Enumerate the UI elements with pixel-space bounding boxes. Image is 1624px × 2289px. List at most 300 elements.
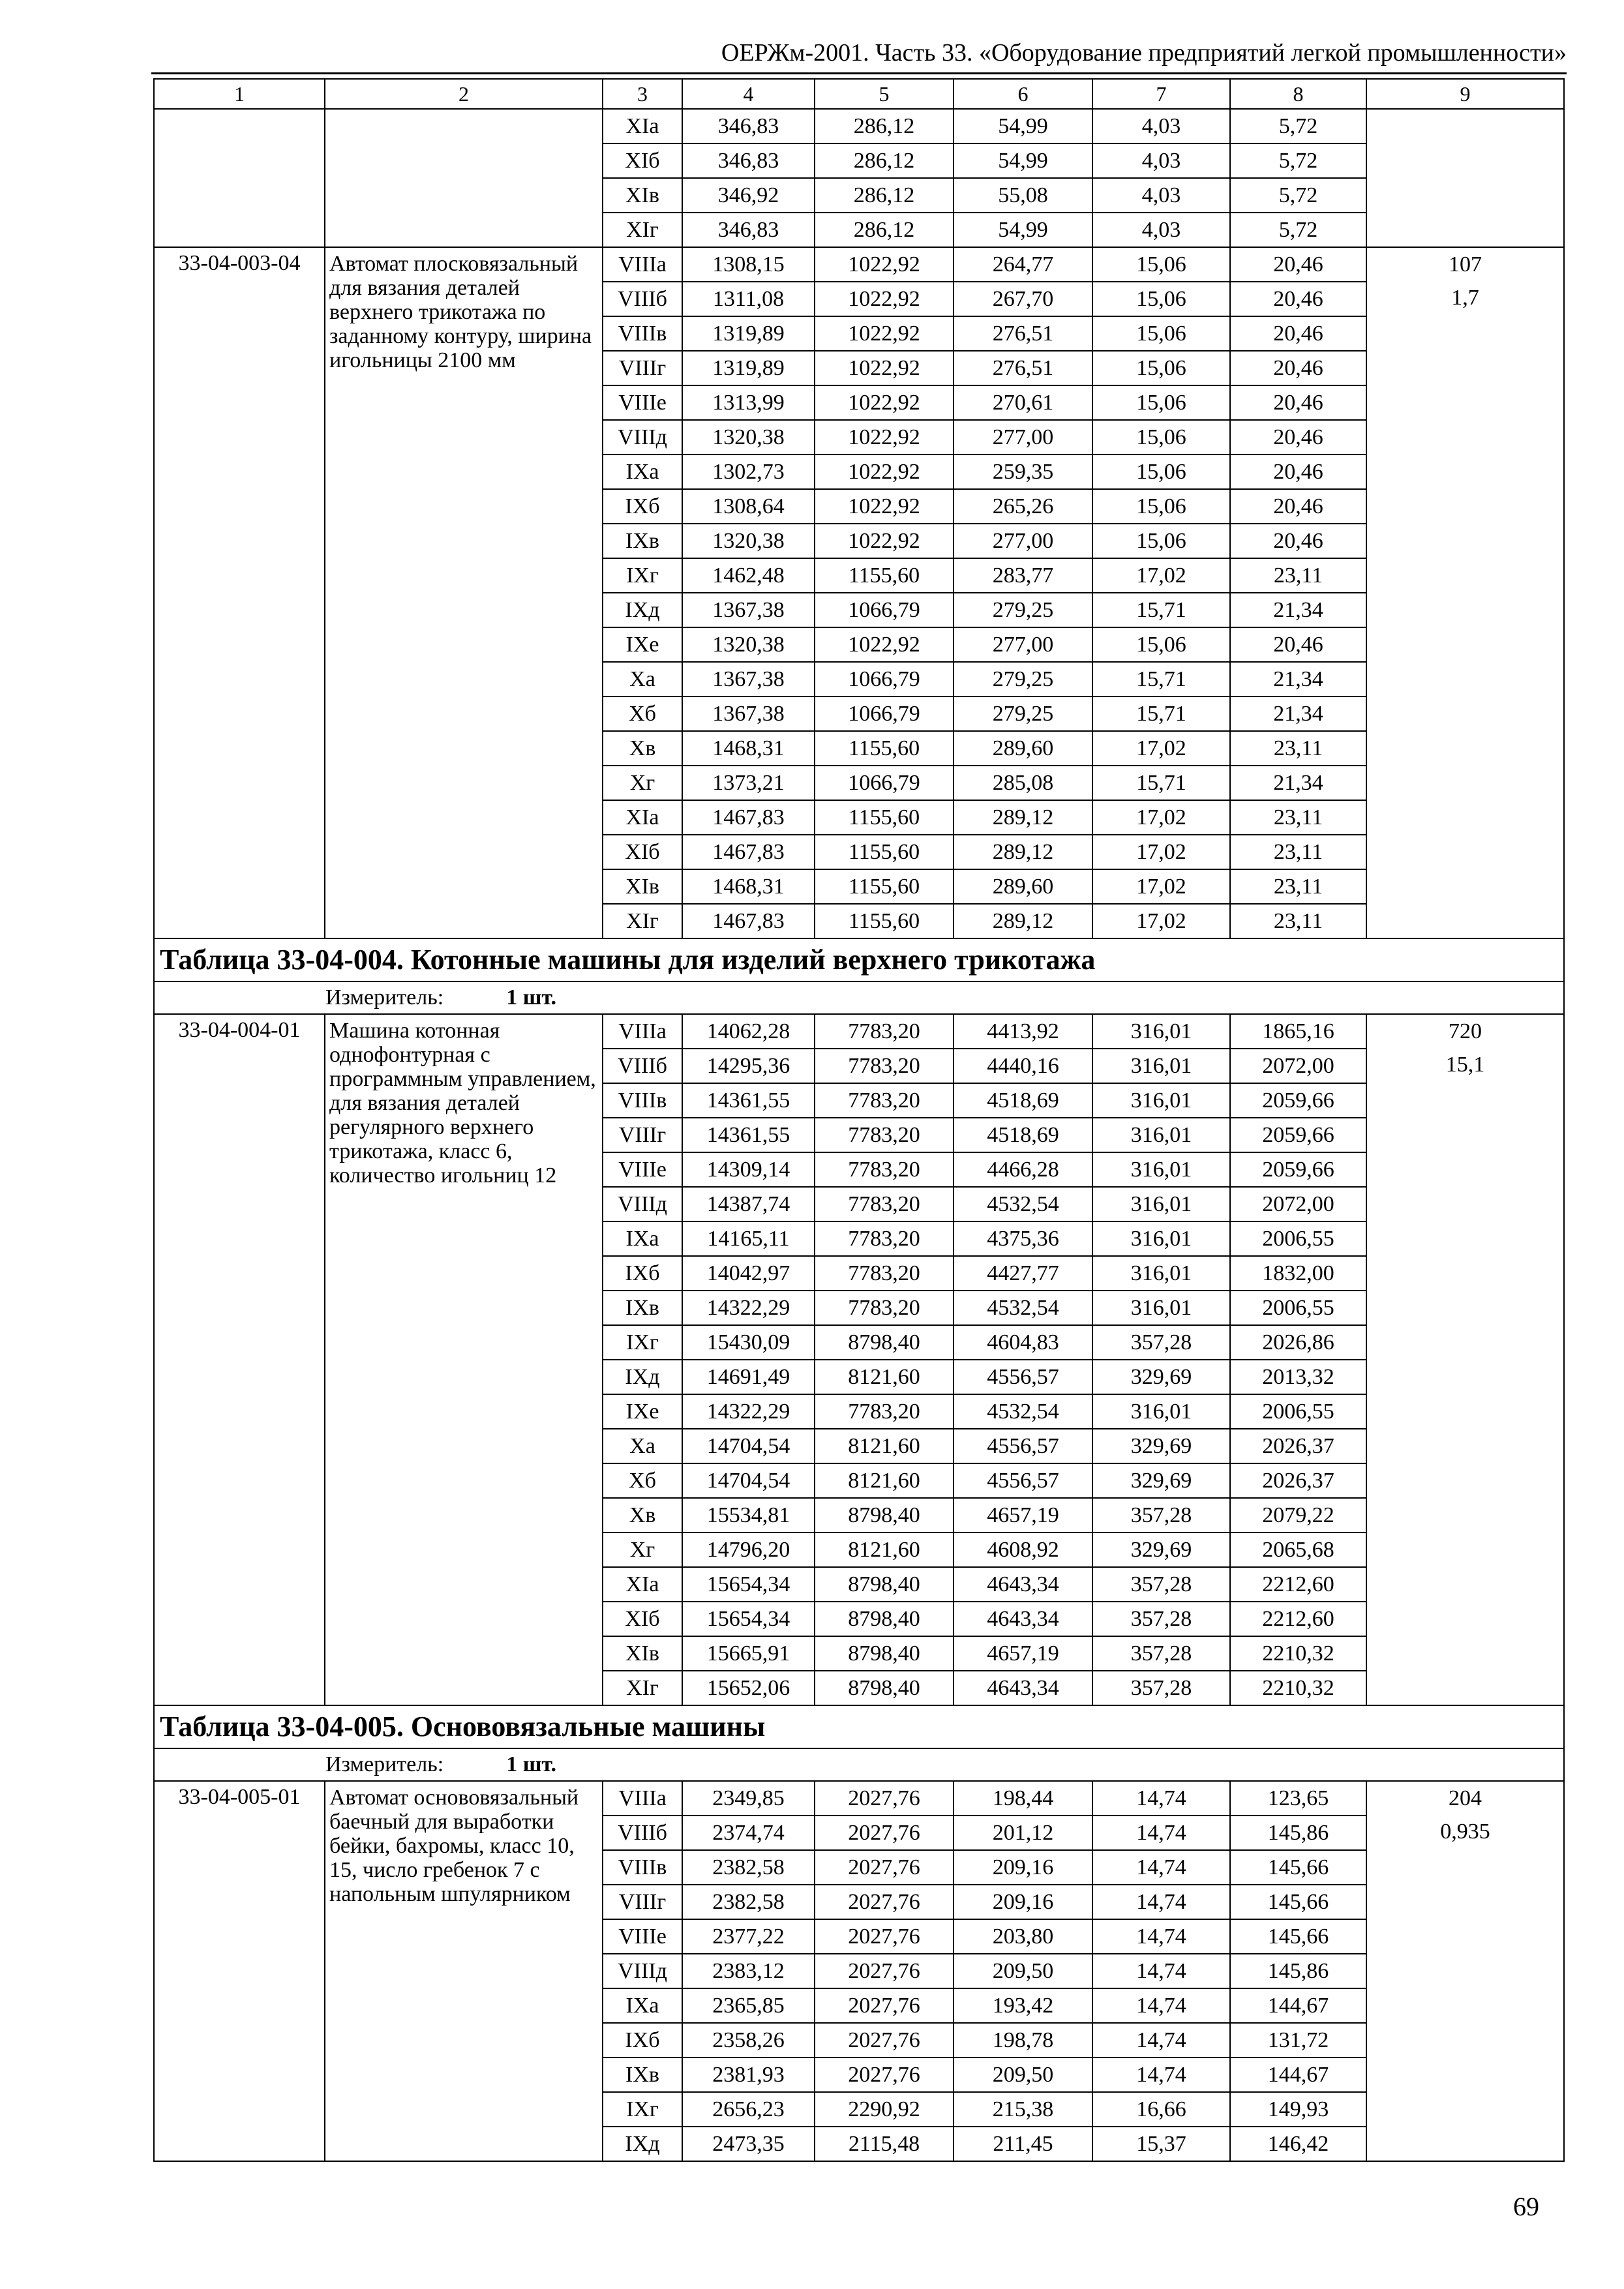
table-cell: 2210,32: [1230, 1636, 1366, 1671]
item-extra-value: 1,7: [1451, 286, 1479, 310]
table-cell: XIг: [603, 904, 682, 938]
table-cell: Xа: [603, 662, 682, 696]
table-cell: XIг: [603, 213, 682, 247]
table-cell: 1865,16: [1230, 1014, 1366, 1049]
table-cell: Xв: [603, 731, 682, 766]
table-cell: 8798,40: [815, 1671, 954, 1705]
table-cell: 17,02: [1092, 800, 1230, 835]
table-cell: 1022,92: [815, 627, 954, 662]
table-cell: 7783,20: [815, 1187, 954, 1221]
table-cell: VIIIе: [603, 1152, 682, 1187]
table-cell: 1832,00: [1230, 1256, 1366, 1291]
table-cell: 2210,32: [1230, 1671, 1366, 1705]
table-cell: 17,02: [1092, 835, 1230, 869]
table-cell: 2026,37: [1230, 1463, 1366, 1498]
table-cell: 2349,85: [682, 1781, 815, 1816]
item-extra-empty: [1366, 109, 1564, 247]
table-cell: 283,77: [954, 558, 1092, 593]
item-extra-value: 15,1: [1445, 1053, 1485, 1077]
table-cell: 20,46: [1230, 524, 1366, 558]
page-number: 69: [1513, 2192, 1539, 2221]
table-cell: 316,01: [1092, 1152, 1230, 1187]
column-number: 6: [954, 79, 1092, 109]
table-cell: 4643,34: [954, 1567, 1092, 1602]
table-cell: 1467,83: [682, 904, 815, 938]
table-cell: VIIIг: [603, 1118, 682, 1152]
table-cell: 201,12: [954, 1816, 1092, 1850]
table-cell: IXб: [603, 1256, 682, 1291]
table-cell: IXг: [603, 558, 682, 593]
table-cell: 357,28: [1092, 1325, 1230, 1360]
table-cell: VIIIд: [603, 1954, 682, 1988]
table-cell: 14704,54: [682, 1429, 815, 1463]
table-cell: 276,51: [954, 351, 1092, 385]
table-cell: 215,38: [954, 2092, 1092, 2127]
table-cell: 1320,38: [682, 627, 815, 662]
table-cell: 7783,20: [815, 1221, 954, 1256]
table-cell: 1066,79: [815, 766, 954, 800]
table-cell: 145,66: [1230, 1850, 1366, 1885]
item-extra: [1366, 247, 1564, 938]
unit-label: Измеритель:: [325, 1752, 444, 1776]
table-cell: 1467,83: [682, 800, 815, 835]
table-cell: 2013,32: [1230, 1360, 1366, 1394]
table-cell: 14322,29: [682, 1394, 815, 1429]
table-cell: 15534,81: [682, 1498, 815, 1533]
unit-cell: [154, 981, 1564, 1014]
table-cell: 1155,60: [815, 835, 954, 869]
table-cell: 1468,31: [682, 731, 815, 766]
table-cell: IXа: [603, 455, 682, 489]
table-cell: 1022,92: [815, 420, 954, 455]
column-number: 1: [154, 79, 325, 109]
table-cell: 20,46: [1230, 420, 1366, 455]
table-cell: 8798,40: [815, 1602, 954, 1636]
table-cell: 209,16: [954, 1885, 1092, 1919]
table-cell: VIIIв: [603, 1850, 682, 1885]
table-cell: IXд: [603, 593, 682, 627]
page-header: ОЕРЖм-2001. Часть 33. «Оборудование предприятий легкой промышленности»: [721, 39, 1567, 67]
table-cell: 17,02: [1092, 869, 1230, 904]
item-extra-value: 0,935: [1440, 1819, 1490, 1844]
table-cell: 15,06: [1092, 316, 1230, 351]
table-cell: 1155,60: [815, 869, 954, 904]
table-cell: 1155,60: [815, 800, 954, 835]
table-cell: 198,78: [954, 2023, 1092, 2057]
table-cell: 14309,14: [682, 1152, 815, 1187]
table-cell: 15654,34: [682, 1567, 815, 1602]
table-cell: 1313,99: [682, 385, 815, 420]
table-cell: 2374,74: [682, 1816, 815, 1850]
table-cell: 329,69: [1092, 1533, 1230, 1567]
table-cell: 14,74: [1092, 1781, 1230, 1816]
table-cell: 1311,08: [682, 282, 815, 316]
table-cell: IXв: [603, 524, 682, 558]
table-cell: 2027,76: [815, 1781, 954, 1816]
table-cell: 23,11: [1230, 835, 1366, 869]
table-cell: 4413,92: [954, 1014, 1092, 1049]
column-number: 9: [1366, 79, 1564, 109]
table-cell: 1319,89: [682, 316, 815, 351]
table-cell: 14295,36: [682, 1049, 815, 1083]
table-cell: 286,12: [815, 143, 954, 178]
table-cell: 211,45: [954, 2127, 1092, 2161]
table-cell: 15652,06: [682, 1671, 815, 1705]
table-cell: 20,46: [1230, 282, 1366, 316]
table-cell: 5,72: [1230, 143, 1366, 178]
table-cell: 21,34: [1230, 696, 1366, 731]
table-cell: Xг: [603, 766, 682, 800]
table-cell: 1022,92: [815, 351, 954, 385]
table-cell: 144,67: [1230, 1988, 1366, 2023]
table-cell: 316,01: [1092, 1083, 1230, 1118]
table-cell: 4556,57: [954, 1429, 1092, 1463]
table-cell: 1367,38: [682, 662, 815, 696]
table-cell: 21,34: [1230, 593, 1366, 627]
table-cell: VIIIб: [603, 282, 682, 316]
table-cell: 289,60: [954, 731, 1092, 766]
table-cell: IXб: [603, 489, 682, 524]
table-cell: 2072,00: [1230, 1187, 1366, 1221]
table-cell: 259,35: [954, 455, 1092, 489]
column-number-row: [154, 79, 1564, 109]
table-cell: 4532,54: [954, 1187, 1092, 1221]
item-code-empty: [154, 109, 325, 247]
table-cell: 23,11: [1230, 869, 1366, 904]
table-cell: VIIIа: [603, 1781, 682, 1816]
table-cell: 8798,40: [815, 1567, 954, 1602]
item-extra-value: 107: [1449, 252, 1482, 277]
table-cell: 4556,57: [954, 1463, 1092, 1498]
table-cell: 270,61: [954, 385, 1092, 420]
table-cell: 15,06: [1092, 455, 1230, 489]
table-cell: 14,74: [1092, 1816, 1230, 1850]
table-cell: 203,80: [954, 1919, 1092, 1954]
table-cell: 193,42: [954, 1988, 1092, 2023]
table-cell: 20,46: [1230, 247, 1366, 282]
table-cell: 346,83: [682, 143, 815, 178]
table-cell: IXд: [603, 1360, 682, 1394]
table-cell: 15,71: [1092, 766, 1230, 800]
table-cell: 1066,79: [815, 593, 954, 627]
table-cell: 1022,92: [815, 524, 954, 558]
table-cell: 277,00: [954, 420, 1092, 455]
table-cell: 209,50: [954, 2057, 1092, 2092]
table-cell: 267,70: [954, 282, 1092, 316]
table-cell: 2059,66: [1230, 1152, 1366, 1187]
table-cell: VIIIа: [603, 1014, 682, 1049]
table-cell: VIIIа: [603, 247, 682, 282]
table-cell: 1308,15: [682, 247, 815, 282]
table-cell: IXа: [603, 1221, 682, 1256]
section-title-row: [154, 1705, 1564, 1748]
table-cell: 15,71: [1092, 593, 1230, 627]
table-cell: 329,69: [1092, 1463, 1230, 1498]
table-cell: 2027,76: [815, 1919, 954, 1954]
unit-value: 1 шт.: [506, 1752, 557, 1776]
table-cell: 145,86: [1230, 1816, 1366, 1850]
table-cell: 276,51: [954, 316, 1092, 351]
table-cell: IXд: [603, 2127, 682, 2161]
table-cell: 14,74: [1092, 2057, 1230, 2092]
table-cell: 2027,76: [815, 1816, 954, 1850]
table-cell: 2027,76: [815, 1885, 954, 1919]
table-cell: 14361,55: [682, 1083, 815, 1118]
table-cell: 2059,66: [1230, 1083, 1366, 1118]
table-cell: 4,03: [1092, 178, 1230, 213]
table-cell: 8798,40: [815, 1636, 954, 1671]
table-cell: XIг: [603, 1671, 682, 1705]
table-cell: 16,66: [1092, 2092, 1230, 2127]
table-cell: 1367,38: [682, 696, 815, 731]
table-cell: 15,06: [1092, 627, 1230, 662]
table-cell: 145,86: [1230, 1954, 1366, 1988]
table-cell: 2006,55: [1230, 1394, 1366, 1429]
unit-label: Измеритель:: [325, 985, 444, 1010]
item-code: 33-04-004-01: [154, 1014, 325, 1705]
table-cell: 2026,37: [1230, 1429, 1366, 1463]
table-cell: 1373,21: [682, 766, 815, 800]
table-cell: 8798,40: [815, 1498, 954, 1533]
table-cell: 20,46: [1230, 385, 1366, 420]
table-cell: 4604,83: [954, 1325, 1092, 1360]
table-cell: 145,66: [1230, 1885, 1366, 1919]
table-cell: 7783,20: [815, 1256, 954, 1291]
table-cell: 2212,60: [1230, 1567, 1366, 1602]
table-cell: VIIIв: [603, 1083, 682, 1118]
table-cell: 15,06: [1092, 489, 1230, 524]
table-cell: 357,28: [1092, 1602, 1230, 1636]
item-extra-value: 204: [1449, 1786, 1482, 1810]
table-cell: 8121,60: [815, 1429, 954, 1463]
table-cell: VIIIд: [603, 1187, 682, 1221]
unit-row: [154, 981, 1564, 1014]
table-cell: 2072,00: [1230, 1049, 1366, 1083]
table-cell: 14165,11: [682, 1221, 815, 1256]
table-cell: 277,00: [954, 524, 1092, 558]
table-cell: 2027,76: [815, 1988, 954, 2023]
table-cell: 2115,48: [815, 2127, 954, 2161]
table-cell: 1155,60: [815, 731, 954, 766]
table-cell: 14361,55: [682, 1118, 815, 1152]
table-cell: 316,01: [1092, 1014, 1230, 1049]
table-cell: XIа: [603, 800, 682, 835]
table-cell: 7783,20: [815, 1394, 954, 1429]
table-cell: 4556,57: [954, 1360, 1092, 1394]
section-title: Таблица 33-04-005. Основовязальные машины: [154, 1705, 1564, 1748]
table-cell: 146,42: [1230, 2127, 1366, 2161]
table-cell: 1066,79: [815, 696, 954, 731]
table-cell: 23,11: [1230, 800, 1366, 835]
table-cell: 316,01: [1092, 1394, 1230, 1429]
table-cell: 5,72: [1230, 109, 1366, 143]
table-cell: 2027,76: [815, 2023, 954, 2057]
table-cell: 316,01: [1092, 1187, 1230, 1221]
table-cell: 1022,92: [815, 247, 954, 282]
table-cell: 357,28: [1092, 1671, 1230, 1705]
table-cell: 15,06: [1092, 385, 1230, 420]
table-cell: 14387,74: [682, 1187, 815, 1221]
item-code: 33-04-005-01: [154, 1781, 325, 2161]
table-cell: 4440,16: [954, 1049, 1092, 1083]
column-number: 3: [603, 79, 682, 109]
table-cell: 15,06: [1092, 282, 1230, 316]
table-cell: 55,08: [954, 178, 1092, 213]
table-cell: 316,01: [1092, 1118, 1230, 1152]
table-cell: XIб: [603, 143, 682, 178]
table-cell: 279,25: [954, 593, 1092, 627]
table-cell: 2358,26: [682, 2023, 815, 2057]
item-name-empty: [325, 109, 603, 247]
table-cell: 7783,20: [815, 1083, 954, 1118]
table-cell: 2027,76: [815, 2057, 954, 2092]
table-cell: 4657,19: [954, 1498, 1092, 1533]
table-cell: 20,46: [1230, 455, 1366, 489]
table-cell: 144,67: [1230, 2057, 1366, 2092]
table-cell: 15654,34: [682, 1602, 815, 1636]
section-title-row: [154, 938, 1564, 981]
table-cell: IXв: [603, 2057, 682, 2092]
table-cell: 14,74: [1092, 1919, 1230, 1954]
table-cell: 357,28: [1092, 1636, 1230, 1671]
table-cell: 8798,40: [815, 1325, 954, 1360]
table-cell: 123,65: [1230, 1781, 1366, 1816]
table-cell: 4518,69: [954, 1083, 1092, 1118]
table-cell: 5,72: [1230, 213, 1366, 247]
column-number: 4: [682, 79, 815, 109]
table-cell: 15,06: [1092, 524, 1230, 558]
table-row: [154, 1014, 1564, 1049]
table-cell: 2212,60: [1230, 1602, 1366, 1636]
table-cell: 2382,58: [682, 1885, 815, 1919]
table-cell: 1022,92: [815, 282, 954, 316]
table-cell: 209,16: [954, 1850, 1092, 1885]
table-cell: IXг: [603, 1325, 682, 1360]
table-cell: 4,03: [1092, 143, 1230, 178]
table-cell: 20,46: [1230, 351, 1366, 385]
table-cell: 289,12: [954, 904, 1092, 938]
table-cell: 1155,60: [815, 558, 954, 593]
table-cell: 346,92: [682, 178, 815, 213]
table-cell: XIа: [603, 1567, 682, 1602]
table-cell: 8121,60: [815, 1463, 954, 1498]
table-cell: VIIIе: [603, 1919, 682, 1954]
table-cell: 131,72: [1230, 2023, 1366, 2057]
table-cell: 1022,92: [815, 489, 954, 524]
price-table: [153, 78, 1565, 2162]
table-cell: 14322,29: [682, 1291, 815, 1325]
table-cell: IXв: [603, 1291, 682, 1325]
table-cell: IXе: [603, 1394, 682, 1429]
table-cell: 4643,34: [954, 1602, 1092, 1636]
table-cell: 21,34: [1230, 766, 1366, 800]
table-cell: 289,60: [954, 869, 1092, 904]
table-row: [154, 247, 1564, 282]
table-cell: 2473,35: [682, 2127, 815, 2161]
table-cell: XIб: [603, 1602, 682, 1636]
table-cell: 265,26: [954, 489, 1092, 524]
table-cell: 1319,89: [682, 351, 815, 385]
table-cell: Xб: [603, 1463, 682, 1498]
table-cell: 4608,92: [954, 1533, 1092, 1567]
table-cell: XIб: [603, 835, 682, 869]
section-title: Таблица 33-04-004. Котонные машины для изделий верхнего трикотажа: [154, 938, 1564, 981]
table-cell: 1022,92: [815, 455, 954, 489]
table-cell: 4,03: [1092, 109, 1230, 143]
table-cell: 1462,48: [682, 558, 815, 593]
table-cell: 1155,60: [815, 904, 954, 938]
item-extra-value: 720: [1449, 1019, 1482, 1043]
table-cell: 316,01: [1092, 1291, 1230, 1325]
table-cell: 4532,54: [954, 1291, 1092, 1325]
table-cell: 4532,54: [954, 1394, 1092, 1429]
table-cell: 2381,93: [682, 2057, 815, 2092]
table-cell: 4466,28: [954, 1152, 1092, 1187]
table-cell: 286,12: [815, 178, 954, 213]
table-cell: 279,25: [954, 662, 1092, 696]
table-cell: VIIIв: [603, 316, 682, 351]
table-cell: 2365,85: [682, 1988, 815, 2023]
table-cell: 15665,91: [682, 1636, 815, 1671]
table-cell: XIа: [603, 109, 682, 143]
table-cell: 279,25: [954, 696, 1092, 731]
table-cell: VIIIд: [603, 420, 682, 455]
table-cell: 15,71: [1092, 662, 1230, 696]
item-extra: [1366, 1014, 1564, 1705]
table-cell: Xв: [603, 1498, 682, 1533]
table-cell: 145,66: [1230, 1919, 1366, 1954]
table-cell: 286,12: [815, 213, 954, 247]
table-cell: 357,28: [1092, 1498, 1230, 1533]
table-cell: VIIIг: [603, 351, 682, 385]
table-cell: 2383,12: [682, 1954, 815, 1988]
table-cell: XIв: [603, 869, 682, 904]
table-cell: 15,71: [1092, 696, 1230, 731]
table-cell: 14,74: [1092, 1954, 1230, 1988]
table-cell: 20,46: [1230, 489, 1366, 524]
table-cell: VIIIб: [603, 1049, 682, 1083]
table-cell: 23,11: [1230, 731, 1366, 766]
table-cell: 1022,92: [815, 316, 954, 351]
table-cell: 264,77: [954, 247, 1092, 282]
table-cell: 329,69: [1092, 1360, 1230, 1394]
column-number: 8: [1230, 79, 1366, 109]
table-cell: 14691,49: [682, 1360, 815, 1394]
table-row: [154, 109, 1564, 143]
table-cell: 5,72: [1230, 178, 1366, 213]
header-rule: [151, 72, 1567, 74]
table-cell: 316,01: [1092, 1049, 1230, 1083]
table-cell: 15,06: [1092, 247, 1230, 282]
table-cell: 1302,73: [682, 455, 815, 489]
table-cell: 1320,38: [682, 524, 815, 558]
table-cell: 1367,38: [682, 593, 815, 627]
table-cell: 14062,28: [682, 1014, 815, 1049]
table-cell: 14704,54: [682, 1463, 815, 1498]
column-number: 5: [815, 79, 954, 109]
table-cell: 7783,20: [815, 1118, 954, 1152]
item-code: 33-04-003-04: [154, 247, 325, 938]
unit-value: 1 шт.: [506, 985, 557, 1010]
table-cell: 289,12: [954, 800, 1092, 835]
table-cell: 14796,20: [682, 1533, 815, 1567]
column-number: 7: [1092, 79, 1230, 109]
table-cell: 4375,36: [954, 1221, 1092, 1256]
table-cell: 2006,55: [1230, 1291, 1366, 1325]
table-cell: 2656,23: [682, 2092, 815, 2127]
table-cell: 7783,20: [815, 1049, 954, 1083]
table-cell: 8121,60: [815, 1360, 954, 1394]
